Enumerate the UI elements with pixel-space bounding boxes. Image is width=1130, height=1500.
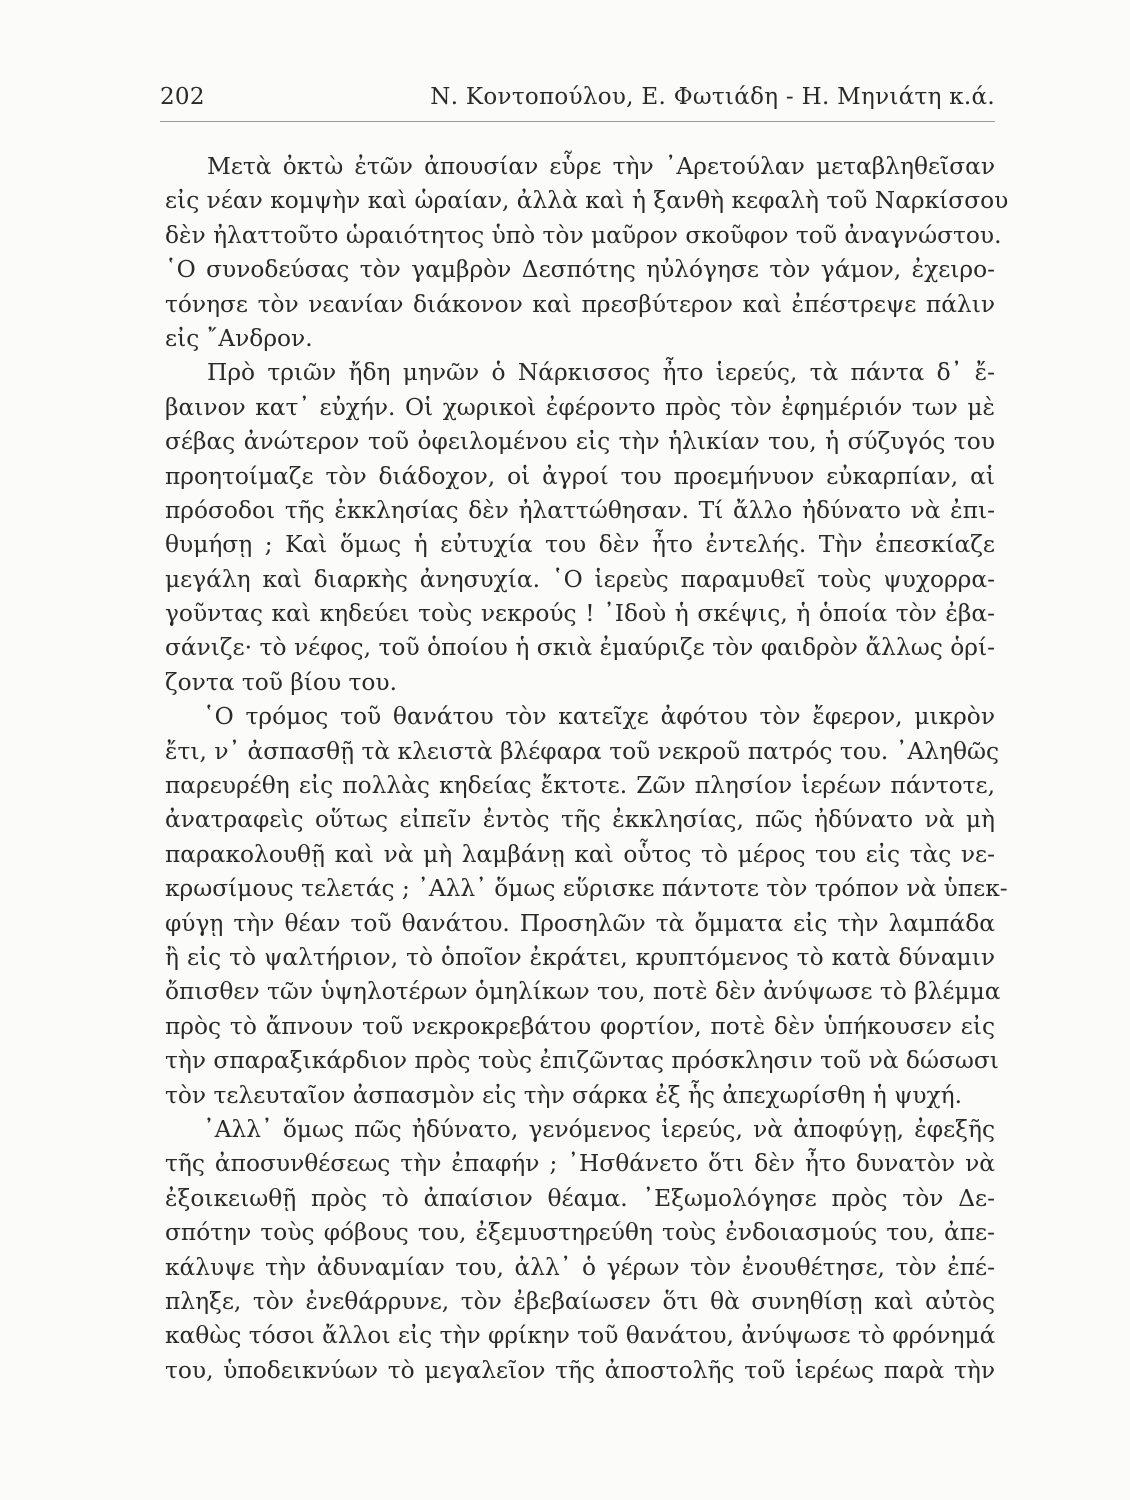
text-line: μεγάλη καὶ διαρκὴς ἀνησυχία. ῾Ο ἱερεὺς παραμυθεῖ τοὺς ψυχορρα- xyxy=(165,565,995,593)
text-line: Πρὸ τριῶν ἤδη μηνῶν ὁ Νάρκισσος ἦτο ἱερεύς, τὰ πάντα δ᾿ ἔ- xyxy=(207,359,995,387)
text-line: σέβας ἀνώτερον τοῦ ὀφειλομένου εἰς τὴν ἡλικίαν του, ἡ σύζυγός του xyxy=(165,428,995,456)
text-line: τὴν σπαραξικάρδιον πρὸς τοὺς ἐπιζῶντας πρόσκλησιν τοῦ νὰ δώσωσι xyxy=(165,1047,999,1075)
text-line: ῾Ο συνοδεύσας τὸν γαμβρὸν Δεσπότης ηὐλόγησε τὸν γάμον, ἐχειρο- xyxy=(165,256,995,284)
text-line: ἐξοικειωθῇ πρὸς τὸ ἀπαίσιον θέαμα. ᾿Εξωμολόγησε πρὸς τὸν Δε- xyxy=(165,1184,995,1212)
text-line: ῾Ο τρόμος τοῦ θανάτου τὸν κατεῖχε ἀφότου τὸν ἔφερον, μικρὸν xyxy=(203,703,995,731)
text-line: πληξε, τὸν ἐνεθάρρυνε, τὸν ἐβεβαίωσεν ὅτι θὰ συνηθίσῃ καὶ αὐτὸς xyxy=(165,1287,995,1315)
text-line: σπότην τοὺς φόβους του, ἐξεμυστηρεύθη τοὺς ἐνδοιασμούς του, ἀπε- xyxy=(165,1219,995,1247)
text-line: ἔτι, ν᾿ ἀσπασθῇ τὰ κλειστὰ βλέφαρα τοῦ νεκροῦ πατρός του. ᾿Αληθῶς xyxy=(165,737,1000,765)
text-line: καθὼς τόσοι ἄλλοι εἰς τὴν φρίκην τοῦ θανάτου, ἀνύψωσε τὸ φρόνημά xyxy=(165,1322,996,1350)
text-line: εἰς ῎Ανδρον. xyxy=(165,324,313,352)
text-line: τόνησε τὸν νεανίαν διάκονον καὶ πρεσβύτερον καὶ ἐπέστρεψε πάλιν xyxy=(165,290,995,318)
text-line: πρὸς τὸ ἄπνουν τοῦ νεκροκρεβάτου φορτίον, ποτὲ δὲν ὑπήκουσεν εἰς xyxy=(165,1012,995,1040)
text-line: θυμήσῃ ; Καὶ ὅμως ἡ εὐτυχία του δὲν ἦτο ἐντελής. Τὴν ἐπεσκίαζε xyxy=(165,531,995,559)
text-line: σάνιζε· τὸ νέφος, τοῦ ὁποίου ἡ σκιὰ ἐμαύριζε τὸν φαιδρὸν ἄλλως ὁρί- xyxy=(165,634,995,662)
text-line: προητοίμαζε τὸν διάδοχον, οἱ ἀγροί του προεμήνυον εὐκαρπίαν, αἱ xyxy=(165,462,995,490)
text-line: δὲν ἠλαττοῦτο ὡραιότητος ὑπὸ τὸν μαῦρον σκοῦφον τοῦ ἀναγνώστου. xyxy=(165,221,1002,249)
text-line: κάλυψε τὴν ἀδυναμίαν του, ἀλλ᾿ ὁ γέρων τὸν ἐνουθέτησε, τὸν ἐπέ- xyxy=(165,1253,995,1281)
page-header xyxy=(160,84,995,120)
text-line: κρωσίμους τελετάς ; ᾿Αλλ᾿ ὅμως εὕρισκε πάντοτε τὸν τρόπον νὰ ὑπεκ- xyxy=(165,875,1008,903)
body-text xyxy=(165,150,1009,1388)
running-head: Ν. Κοντοπούλου, Ε. Φωτιάδη - Η. Μηνιάτη κ.ά. xyxy=(430,84,995,110)
text-line: εἰς νέαν κομψὴν καὶ ὡραίαν, ἀλλὰ καὶ ἡ ξανθὴ κεφαλὴ τοῦ Ναρκίσσου xyxy=(165,187,1009,215)
text-line: γοῦντας καὶ κηδεύει τοὺς νεκρούς ! ᾿Ιδοὺ ἡ σκέψις, ἡ ὁποία τὸν ἐβα- xyxy=(165,600,995,628)
text-line: τῆς ἀποσυνθέσεως τὴν ἐπαφήν ; ᾿Ησθάνετο ὅτι δὲν ἦτο δυνατὸν νὰ xyxy=(165,1150,995,1178)
text-line: τὸν τελευταῖον ἀσπασμὸν εἰς τὴν σάρκα ἐξ ἧς ἀπεχωρίσθη ἡ ψυχή. xyxy=(165,1081,962,1109)
header-rule xyxy=(160,121,995,122)
text-line: ὄπισθεν τῶν ὑψηλοτέρων ὁμηλίκων του, ποτὲ δὲν ἀνύψωσε τὸ βλέμμα xyxy=(165,978,1001,1006)
page-number: 202 xyxy=(160,84,205,110)
text-line: ᾿Αλλ᾿ ὅμως πῶς ἠδύνατο, γενόμενος ἱερεύς, νὰ ἀποφύγῃ, ἐφεξῆς xyxy=(203,1115,995,1143)
text-line: φύγῃ τὴν θέαν τοῦ θανάτου. Προσηλῶν τὰ ὄμματα εἰς τὴν λαμπάδα xyxy=(165,909,995,937)
text-line: ἀνατραφεὶς οὕτως εἰπεῖν ἐντὸς τῆς ἐκκλησίας, πῶς ἠδύνατο νὰ μὴ xyxy=(165,806,995,834)
text-line: ζοντα τοῦ βίου του. xyxy=(165,668,398,696)
text-line: πρόσοδοι τῆς ἐκκλησίας δὲν ἠλαττώθησαν. Τί ἄλλο ἠδύνατο νὰ ἐπι- xyxy=(165,496,995,524)
text-line: Μετὰ ὀκτὼ ἐτῶν ἀπουσίαν εὗρε τὴν ᾿Αρετούλαν μεταβληθεῖσαν xyxy=(207,153,995,180)
text-line: βαινον κατ᾿ εὐχήν. Οἱ χωρικοὶ ἐφέροντο πρὸς τὸν ἐφημέριόν των μὲ xyxy=(165,393,995,421)
text-line: ἢ εἰς τὸ ψαλτήριον, τὸ ὁποῖον ἐκράτει, κρυπτόμενος τὸ κατὰ δύναμιν xyxy=(165,943,995,971)
text-line: παρακολουθῇ καὶ νὰ μὴ λαμβάνῃ καὶ οὗτος τὸ μέρος του εἰς τὰς νε- xyxy=(165,840,995,868)
text-line: παρευρέθη εἰς πολλὰς κηδείας ἔκτοτε. Ζῶν πλησίον ἱερέων πάντοτε, xyxy=(165,772,995,800)
text-line: του, ὑποδεικνύων τὸ μεγαλεῖον τῆς ἀποστολῆς τοῦ ἱερέως παρὰ τὴν xyxy=(165,1356,995,1384)
